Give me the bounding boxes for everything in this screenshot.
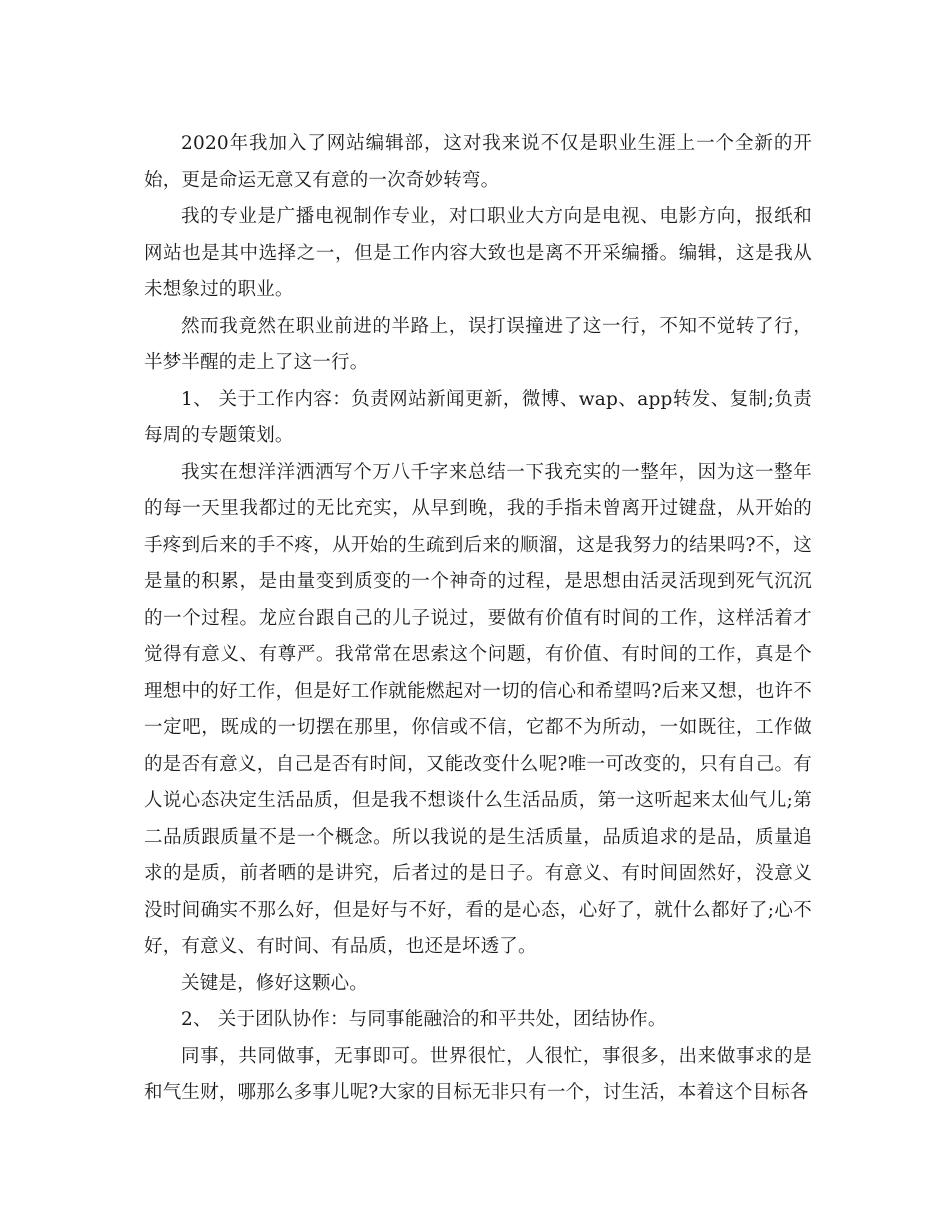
paragraph-career-turn: 然而我竟然在职业前进的半路上，误打误撞进了这一行，不知不觉转了行，半梦半醒的走上了这一行。 bbox=[144, 315, 812, 373]
paragraph-key-point: 关键是，修好这颗心。 bbox=[181, 972, 369, 994]
paragraph-colleagues: 同事，共同做事，无事即可。世界很忙，人很忙，事很多，出来做事求的是和气生财，哪那么多事儿呢?大家的目标无非只有一个，讨生活，本着这个目标各 bbox=[144, 1045, 812, 1103]
paragraph-work-content-heading: 1、 关于工作内容：负责网站新闻更新，微博、wap、app转发、复制;负责每周的专题策划。 bbox=[144, 388, 812, 446]
paragraph-intro: 2020年我加入了网站编辑部，这对我来说不仅是职业生涯上一个全新的开始，更是命运无意又有意的一次奇妙转弯。 bbox=[144, 133, 812, 191]
paragraph-reflection: 我实在想洋洋洒洒写个万八千字来总结一下我充实的一整年，因为这一整年的每一天里我都过的无比充实，从早到晚，我的手指未曾离开过键盘，从开始的手疼到后来的手不疼，从开始的生疏到后来的顺溜，这是我努力的结果吗?不，这是量的积累，是由量变到质变的一个神奇的过程，是思想由活灵活现到死气沉沉的一个过程。龙应台跟自己的儿子说过，要做有价值有时间的工作，这样活着才觉得有意义、有尊严。我常常在思索这个问题，有价值、有时间的工作，真是个理想中的好工作，但是好工作就能燃起对一切的信心和希望吗?后来又想，也许不一定吧，既成的一切摆在那里，你信或不信，它都不为所动，一如既往，工作做的是否有意义，自己是否有时间，又能改变什么呢?唯一可改变的，只有自己。有人说心态决定生活品质，但是我不想谈什么生活品质，第一这听起来太仙气儿;第二品质跟质量不是一个概念。所以我说的是生活质量，品质追求的是品，质量追求的是质，前者晒的是讲究，后者过的是日子。有意义、有时间固然好，没意义没时间确实不那么好，但是好与不好，看的是心态，心好了，就什么都好了;心不好，有意义、有时间、有品质，也还是坏透了。 bbox=[144, 461, 812, 957]
paragraph-major: 我的专业是广播电视制作专业，对口职业大方向是电视、电影方向，报纸和网站也是其中选择之一，但是工作内容大致也是离不开采编播。编辑，这是我从未想象过的职业。 bbox=[144, 206, 812, 300]
paragraph-teamwork-heading: 2、 关于团队协作：与同事能融洽的和平共处，团结协作。 bbox=[181, 1009, 667, 1030]
document-body bbox=[144, 126, 812, 1112]
